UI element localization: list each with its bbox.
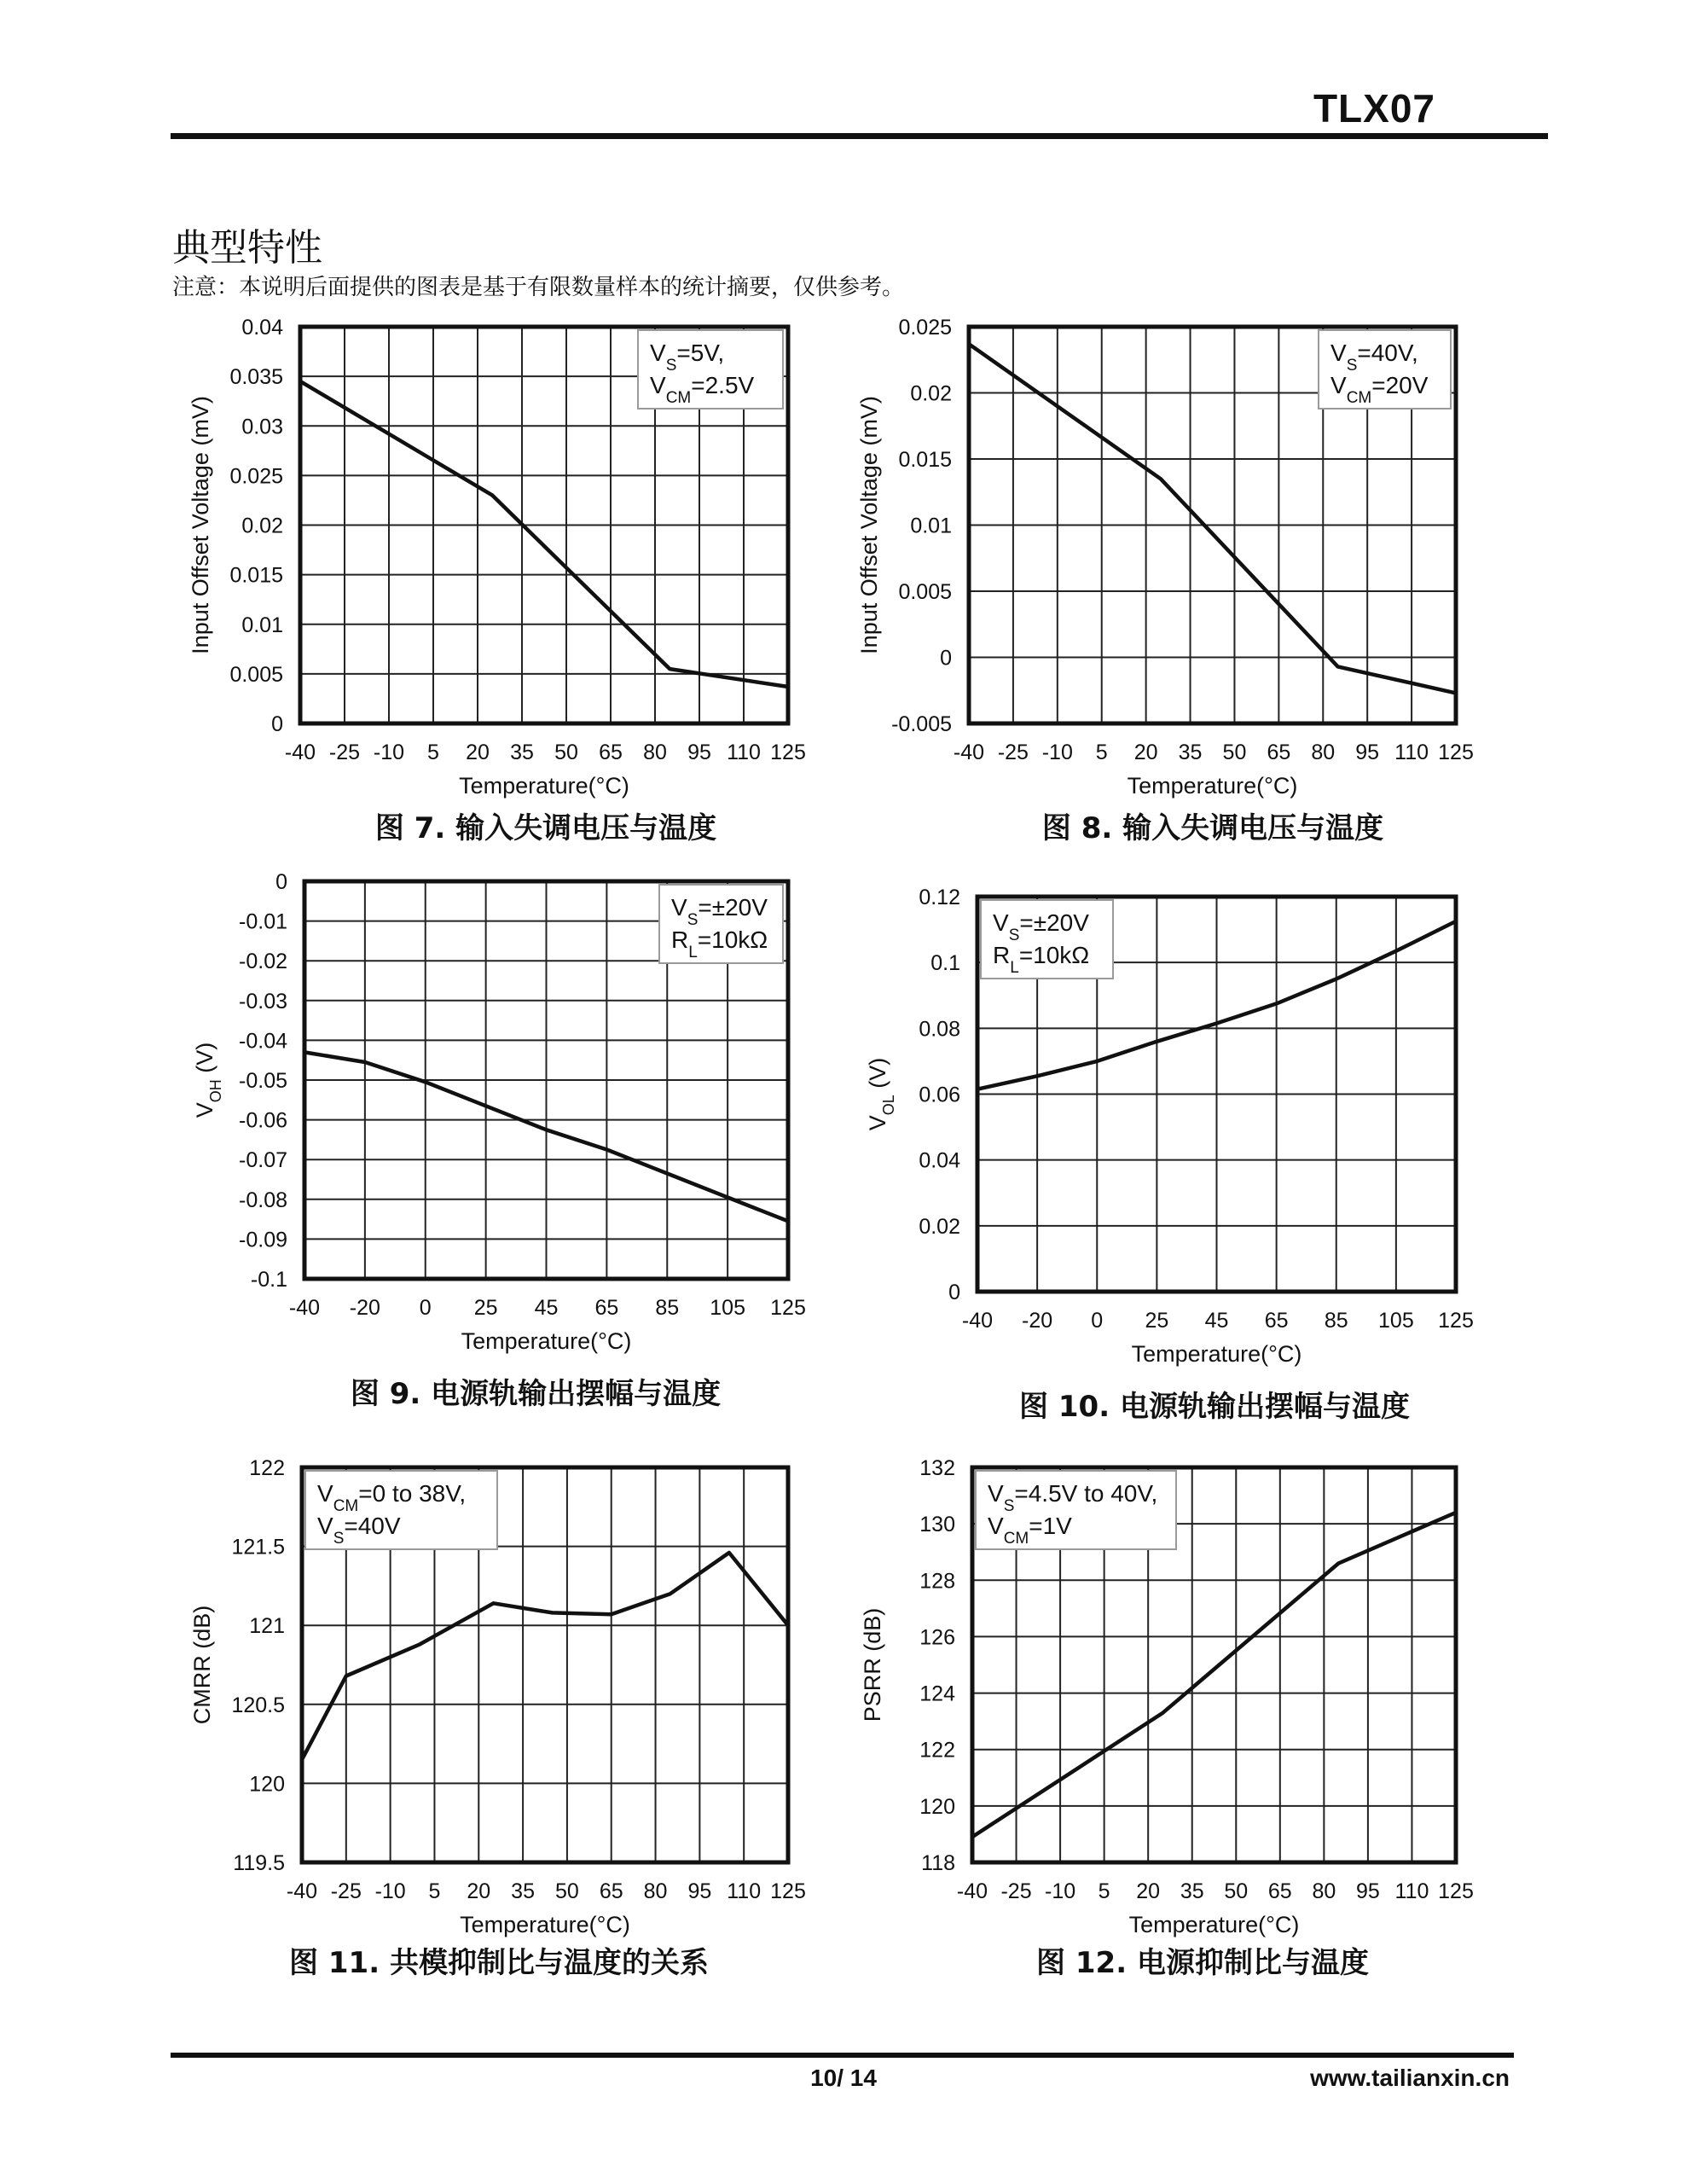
x-tick-label: -10: [1045, 1879, 1076, 1903]
y-tick-label: 0.005: [229, 662, 283, 687]
x-tick-label: 80: [1312, 1879, 1336, 1903]
x-axis-title: Temperature(°C): [1131, 1341, 1302, 1367]
x-tick-label: 105: [1378, 1309, 1414, 1333]
series-line-vos: [300, 381, 788, 687]
y-tick-label: 122: [249, 1456, 285, 1480]
y-axis-title: Input Offset Voltage (mV): [188, 396, 213, 654]
x-axis-title: Temperature(°C): [459, 773, 629, 799]
x-tick-label: -25: [330, 1879, 362, 1903]
x-tick-label: 125: [1438, 1309, 1474, 1333]
y-tick-label: 122: [919, 1738, 955, 1763]
x-tick-label: -10: [373, 741, 405, 764]
chart-8: [856, 316, 1474, 845]
x-tick-label: 35: [1180, 1879, 1204, 1903]
y-tick-label: 118: [921, 1851, 955, 1875]
x-tick-label: -10: [374, 1879, 406, 1903]
y-tick-label: 126: [919, 1625, 955, 1650]
x-tick-label: 50: [1224, 1879, 1249, 1903]
y-tick-label: 0.04: [919, 1148, 960, 1173]
x-tick-label: 105: [710, 1296, 745, 1320]
y-tick-label: -0.06: [239, 1108, 287, 1133]
chart-9: [192, 870, 806, 1411]
x-axis-title: Temperature(°C): [1127, 773, 1298, 799]
y-tick-label: 0.025: [898, 316, 952, 340]
page-number: 10/ 14: [810, 2065, 877, 2091]
x-tick-label: 5: [1095, 741, 1108, 764]
y-tick-label: -0.1: [250, 1268, 287, 1292]
legend-entry: $V_S=\pm 20V$: [671, 894, 768, 929]
footer-rule: [171, 2053, 1514, 2058]
x-tick-label: -40: [288, 1296, 321, 1320]
x-tick-label: 65: [1267, 1879, 1292, 1903]
x-axis-title: Temperature(°C): [460, 1912, 630, 1937]
x-tick-label: 125: [770, 1296, 806, 1320]
x-tick-label: 110: [727, 741, 761, 764]
figure-caption: 图 8. 输入失调电压与温度: [1041, 811, 1384, 845]
x-tick-label: 50: [555, 1879, 579, 1903]
x-tick-label: 20: [1136, 1879, 1161, 1903]
x-tick-label: -25: [328, 741, 361, 764]
x-tick-label: -40: [953, 741, 985, 764]
y-tick-label: 0.015: [229, 563, 283, 588]
y-tick-label: -0.02: [239, 950, 287, 974]
y-tick-label: 0.1: [930, 951, 960, 976]
figure-caption: 图 11. 共模抑制比与温度的关系: [289, 1946, 709, 1980]
y-tick-label: 0.015: [898, 448, 952, 472]
x-tick-label: 5: [427, 741, 439, 764]
y-tick-label: -0.01: [239, 909, 287, 934]
x-tick-label: -40: [956, 1879, 988, 1903]
x-tick-label: 80: [1311, 741, 1336, 764]
y-tick-label: 128: [919, 1569, 955, 1594]
x-tick-label: 50: [1222, 741, 1247, 764]
y-tick-label: 0.005: [898, 580, 952, 604]
x-tick-label: 95: [1355, 741, 1380, 764]
y-tick-label: 0.01: [241, 613, 283, 637]
figure-caption: 图 7. 输入失调电压与温度: [374, 811, 717, 845]
legend-entry: $V_S=40V$: [317, 1513, 401, 1548]
y-tick-label: 124: [919, 1682, 955, 1706]
x-tick-label: 125: [770, 741, 806, 764]
chart-12: [860, 1456, 1474, 1980]
legend-entry: $R_L=10k\Omega$: [993, 942, 1090, 977]
chart-10: [865, 886, 1474, 1424]
x-tick-label: 65: [1264, 1309, 1289, 1333]
y-tick-label: 0.08: [919, 1017, 960, 1042]
x-tick-label: 125: [1438, 1879, 1474, 1903]
y-tick-label: 119.5: [233, 1851, 285, 1875]
x-tick-label: 20: [1133, 741, 1158, 764]
y-tick-label: -0.05: [239, 1069, 287, 1093]
y-tick-label: 0.02: [910, 381, 952, 406]
x-tick-label: 95: [1356, 1879, 1380, 1903]
x-tick-label: 65: [599, 741, 623, 764]
x-tick-label: 0: [419, 1296, 432, 1320]
x-axis-title: Temperature(°C): [1128, 1912, 1300, 1937]
document-title: TLX07: [1313, 86, 1435, 131]
x-tick-label: 125: [1438, 741, 1474, 764]
legend-entry: $V_{CM}=1V$: [988, 1513, 1072, 1548]
x-tick-label: 85: [1324, 1309, 1348, 1333]
x-tick-label: 65: [594, 1296, 619, 1320]
y-tick-label: 0.03: [241, 415, 283, 439]
x-tick-label: 5: [428, 1879, 441, 1903]
section-note: 注意：本说明后面提供的图表是基于有限数量样本的统计摘要，仅供参考。: [172, 274, 905, 299]
x-tick-label: 50: [554, 741, 578, 764]
y-tick-label: 0: [948, 1281, 960, 1304]
x-tick-label: 110: [1394, 1879, 1429, 1903]
x-tick-label: -40: [284, 741, 316, 764]
y-tick-label: 121.5: [231, 1535, 285, 1560]
figure-caption: 图 12. 电源抑制比与温度: [1036, 1946, 1369, 1980]
x-tick-label: 110: [1394, 741, 1429, 764]
x-tick-label: 125: [770, 1879, 806, 1903]
y-tick-label: -0.04: [239, 1029, 287, 1054]
legend-entry: $V_{CM}=0$ to 38V,: [317, 1480, 467, 1515]
y-axis-title: $V_{OL}$ (V): [865, 1057, 897, 1131]
series-line-cmrr: [302, 1553, 788, 1760]
x-tick-label: 0: [1091, 1309, 1104, 1333]
y-tick-label: 121: [249, 1614, 285, 1639]
x-tick-label: 35: [510, 741, 534, 764]
y-tick-label: 0.02: [919, 1214, 960, 1239]
x-tick-label: -10: [1041, 741, 1073, 764]
x-tick-label: -25: [997, 741, 1029, 764]
x-tick-label: 80: [643, 741, 667, 764]
legend-entry: $V_S=\pm 20V$: [993, 909, 1089, 944]
y-axis-title: CMRR (dB): [189, 1605, 215, 1725]
y-tick-label: 120: [919, 1794, 955, 1819]
x-tick-label: 95: [687, 741, 711, 764]
y-axis-title: Input Offset Voltage (mV): [856, 396, 882, 654]
figure-caption: 图 9. 电源轨输出摆幅与温度: [350, 1377, 722, 1411]
figure-caption: 图 10. 电源轨输出摆幅与温度: [1019, 1390, 1410, 1424]
x-tick-label: -25: [1000, 1879, 1032, 1903]
x-tick-label: 20: [467, 1879, 491, 1903]
x-tick-label: 95: [687, 1879, 712, 1903]
x-tick-label: 65: [599, 1879, 623, 1903]
y-tick-label: 0.01: [910, 514, 952, 538]
y-tick-label: 0: [275, 870, 287, 894]
y-tick-label: 0.12: [919, 886, 960, 909]
y-tick-label: -0.09: [239, 1228, 287, 1252]
y-tick-label: -0.005: [891, 712, 952, 736]
y-tick-label: 0: [271, 712, 283, 736]
y-tick-label: 0.04: [241, 316, 283, 340]
x-tick-label: 80: [643, 1879, 668, 1903]
y-tick-label: 120: [249, 1772, 285, 1797]
site-url[interactable]: www.tailianxin.cn: [1310, 2065, 1510, 2091]
y-tick-label: -0.08: [239, 1188, 287, 1212]
x-tick-label: 45: [1204, 1309, 1229, 1333]
y-tick-label: 0.025: [229, 464, 283, 489]
x-axis-title: Temperature(°C): [461, 1328, 632, 1354]
x-tick-label: 35: [511, 1879, 535, 1903]
y-tick-label: 0.02: [241, 514, 283, 538]
y-tick-label: 130: [919, 1513, 955, 1537]
legend-entry: $V_{CM}=2.5V$: [650, 372, 755, 407]
y-tick-label: 132: [919, 1456, 955, 1480]
x-tick-label: -20: [349, 1296, 380, 1320]
y-tick-label: -0.03: [239, 989, 287, 1014]
x-tick-label: 25: [1145, 1309, 1169, 1333]
x-tick-label: -40: [961, 1309, 994, 1333]
legend-entry: $V_S=4.5V$ to 40V,: [988, 1480, 1158, 1515]
x-tick-label: -40: [286, 1879, 318, 1903]
y-tick-label: 120.5: [231, 1693, 285, 1717]
y-tick-label: 0.035: [229, 365, 283, 390]
chart-11: [189, 1456, 806, 1980]
x-tick-label: 85: [655, 1296, 680, 1320]
y-tick-label: 0.06: [919, 1083, 960, 1107]
x-tick-label: -20: [1022, 1309, 1053, 1333]
legend-entry: $V_{CM}=20V$: [1330, 372, 1429, 407]
y-axis-title: $V_{OH}$ (V): [192, 1042, 224, 1118]
chart-7: [188, 316, 806, 845]
x-tick-label: 5: [1098, 1879, 1110, 1903]
x-tick-label: 110: [727, 1879, 762, 1903]
y-axis-title: PSRR (dB): [860, 1607, 885, 1722]
legend-entry: $V_S=40V$,: [1330, 340, 1418, 375]
section-title: 典型特性: [172, 226, 322, 270]
legend-entry: $R_L=10k\Omega$: [671, 926, 768, 961]
series-line-psrr: [972, 1513, 1456, 1837]
x-tick-label: 20: [466, 741, 490, 764]
x-tick-label: 35: [1178, 741, 1203, 764]
x-tick-label: 45: [534, 1296, 559, 1320]
y-tick-label: 0: [940, 646, 952, 671]
x-tick-label: 25: [473, 1296, 498, 1320]
legend-entry: $V_S=5V$,: [650, 340, 725, 375]
y-tick-label: -0.07: [239, 1148, 287, 1173]
x-tick-label: 65: [1267, 741, 1291, 764]
